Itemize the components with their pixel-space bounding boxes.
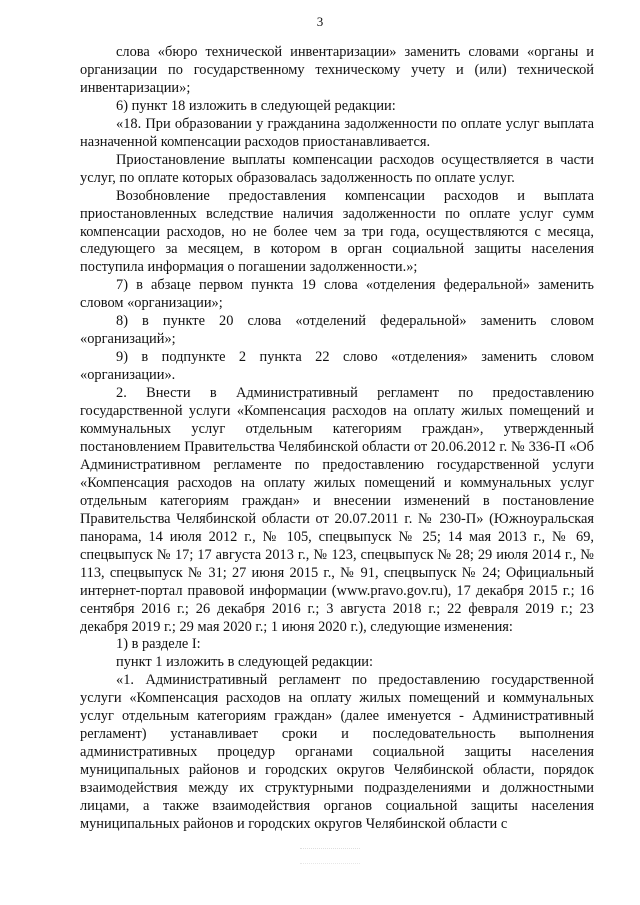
paragraph: Возобновление предоставления компенсации расходов и выплата приостановленных вследствие наличия задолженности по оплате услуг сумм компенсации расходов, но не более чем за три года, осуществляются с месяца, следующего за месяцем, в котором в орган социальной защиты населения поступила информация о погашении задолженности.»; <box>80 187 594 276</box>
paragraph: «1. Административный регламент по предоставлению государственной услуги «Компенсация расходов на оплату жилых помещений и коммунальных услуг отдельным категориям граждан» (далее именуется - Административный регламент) устанавливает сроки и последовательность выполнения административных процедур органами социальной защиты населения муниципальных районов и городских округов Челябинской области, порядок взаимодействия между их структурными подразделениями и должностными лицами, а также взаимодействия органов социальной защиты населения муниципальных районов и городских округов Челябинской области с <box>80 672 594 832</box>
scan-artifact <box>300 848 360 864</box>
paragraph: 2. Внести в Административный регламент по предоставлению государственной услуги «Компенсация расходов на оплату жилых помещений и коммунальных услуг отдельным категориям граждан», утвержденный постановлением Правительства Челябинской области от 20.06.2012 г. № 336-П «Об Административном регламенте по предоставлению государственной услуги «Компенсация расходов на оплату жилых помещений и коммунальных услуг отдельным категориям граждан» и внесении изменений в постановление Правительства Челябинской области от 20.07.2011 г. № 230-П» (Южноуральская панорама, 14 июля 2012 г., № 105, спецвыпуск № 25; 14 мая 2013 г., № 69, спецвыпуск № 17; 17 августа 2013 г., № 123, спецвыпуск № 28; 29 июля 2014 г., № 113, спецвыпуск № 31; 27 июня 2015 г., № 91, спецвыпуск № 24; Официальный интернет-портал правовой информации (www.pravo.gov.ru), 17 декабря 2015 г.; 16 сентября 2016 г.; 26 декабря 2016 г.; 3 августа 2018 г.; 22 февраля 2019 г.; 23 декабря 2019 г.; 29 мая 2020 г.; 1 июня 2020 г.), следующие изменения: <box>80 385 594 635</box>
paragraph: слова «бюро технической инвентаризации» заменить словами «органы и организации по государственному техническому учету и (или) технической инвентаризации»; <box>80 44 594 96</box>
paragraph: 6) пункт 18 изложить в следующей редакции: <box>116 97 396 114</box>
paragraph: 8) в пункте 20 слова «отделений федеральной» заменить словом «организаций»; <box>80 313 594 348</box>
paragraph: 1) в разделе I: <box>116 636 201 653</box>
paragraph: 9) в подпункте 2 пункта 22 слово «отделения» заменить словом «организации». <box>80 349 594 384</box>
paragraph: «18. При образовании у гражданина задолженности по оплате услуг выплата назначенной компенсации расходов приостанавливается. <box>80 115 594 150</box>
paragraph: пункт 1 изложить в следующей редакции: <box>116 654 373 671</box>
document-body <box>80 44 594 834</box>
paragraph: Приостановление выплаты компенсации расходов осуществляется в части услуг, по оплате которых образовалась задолженность по оплате услуг. <box>80 151 594 186</box>
paragraph: 7) в абзаце первом пункта 19 слова «отделения федеральной» заменить словом «организации»; <box>80 277 594 312</box>
page-number: 3 <box>316 14 324 29</box>
